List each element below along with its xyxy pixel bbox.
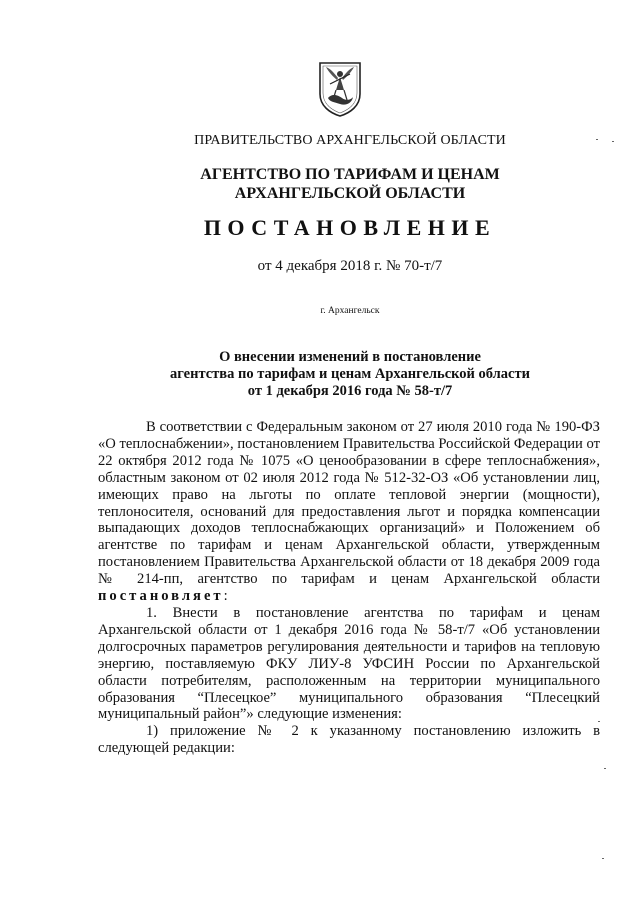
subitem-1-paragraph: 1) приложение № 2 к указанному постановлению изложить в следующей редакции: [98,723,600,757]
document-body [98,419,600,757]
subject-line1: О внесении изменений в постановление [219,349,481,365]
agency-name-line2: АРХАНГЕЛЬСКОЙ ОБЛАСТИ [234,185,466,202]
preamble-text: В соответствии с Федеральным законом от 27 июля 2010 года № 190-ФЗ «О теплоснабжении», постановлением Правительства Российской Федерации от 22 октября 2012 года № 1075 «О ценообразовании в сфере теплоснабжения», областным законом от 02 июля 2012 года № 512-32-ОЗ «Об установлении лиц, имеющих право на льготы по оплате тепловой энергии (мощности), теплоносителя, оснований для предоставления льгот и порядка компенсации выпадающих доходов теплоснабжающих организаций» и Положением об агентстве по тарифам и ценам Архангельской области, утвержденным постановлением Правительства Архангельской области от 18 декабря 2009 года № 214-пп, агентство по тарифам и ценам Архангельской области [98,419,600,588]
scan-speck [602,858,604,859]
document-city: г. Архангельск [320,306,380,316]
scan-speck [612,141,614,142]
scan-speck [604,768,606,769]
subject-line2: агентства по тарифам и ценам Архангельской области [170,366,530,382]
preamble-paragraph [98,419,600,605]
subject-line3: от 1 декабря 2016 года № 58-т/7 [247,383,453,399]
government-name: ПРАВИТЕЛЬСТВО АРХАНГЕЛЬСКОЙ ОБЛАСТИ [194,133,506,148]
scan-speck [598,721,600,722]
item-1-paragraph: 1. Внести в постановление агентства по тарифам и ценам Архангельской области от 1 декабря 2016 года № 58-т/7 «Об установлении долгосрочных параметров регулирования деятельности и тарифов на тепловую энергию, поставляемую ФКУ ЛИУ-8 УФСИН России по Архангельской области потребителям, расположенным на территории муниципального образования “Плесецкое” муниципального образования “Плесецкий муниципальный район”» следующие изменения: [98,604,600,723]
document-type-title: ПОСТАНОВЛЕНИЕ [203,215,497,240]
agency-name [0,165,640,203]
scan-speck [596,139,598,140]
document-subject [0,349,640,400]
decree-word: постановляет [98,588,224,605]
decree-colon: : [223,588,228,605]
document-date-number: от 4 декабря 2018 г. № 70-т/7 [257,258,443,274]
agency-name-line1: АГЕНТСТВО ПО ТАРИФАМ И ЦЕНАМ [200,166,500,183]
coat-of-arms-emblem [316,60,364,118]
